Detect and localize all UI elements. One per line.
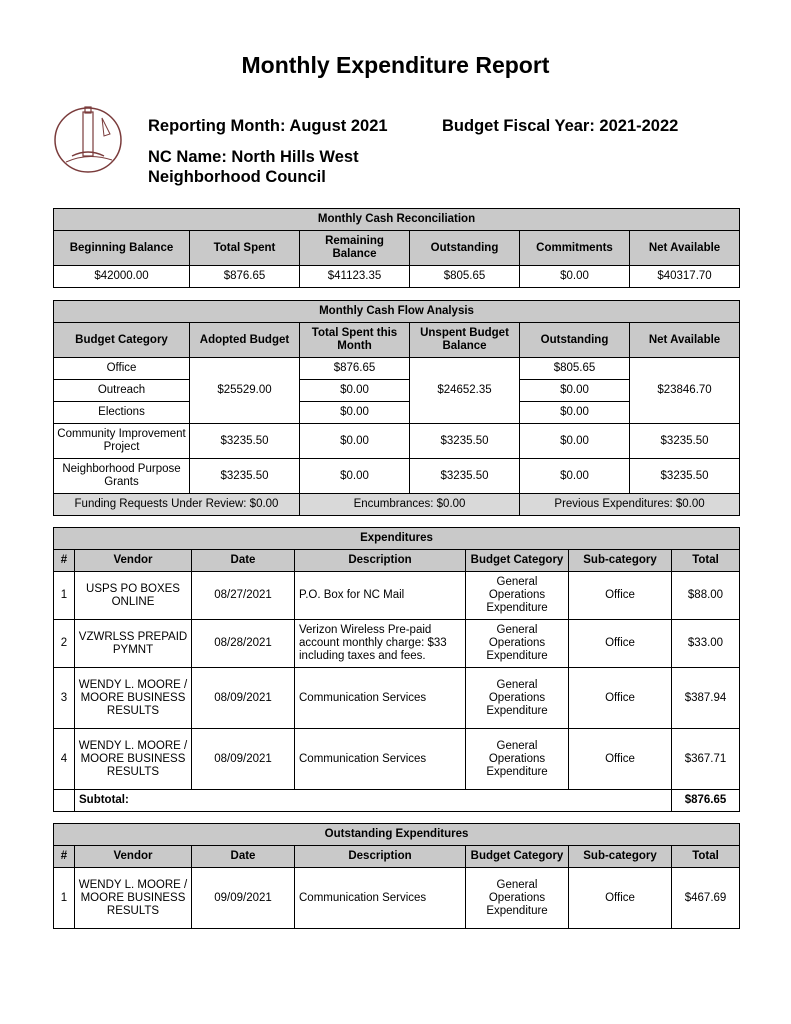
header-cell: Date xyxy=(192,550,295,572)
total-spent: $876.65 xyxy=(190,266,300,288)
header-cell: Budget Category xyxy=(466,846,569,868)
table-row xyxy=(54,620,740,668)
npg-outstanding: $0.00 xyxy=(520,459,630,494)
budget-category: General Operations Expenditure xyxy=(466,668,569,729)
header-cell: Total xyxy=(672,550,740,572)
header-cell: Vendor xyxy=(75,846,192,868)
header-cell: Commitments xyxy=(520,231,630,266)
subtotal-spacer xyxy=(54,790,75,812)
description: Communication Services xyxy=(295,868,466,929)
header-cell: Outstanding xyxy=(410,231,520,266)
table-row xyxy=(54,572,740,620)
reporting-month: Reporting Month: August 2021 xyxy=(148,117,388,135)
budget-fiscal-year: Budget Fiscal Year: 2021-2022 xyxy=(442,117,679,135)
cip-unspent: $3235.50 xyxy=(410,424,520,459)
date: 08/28/2021 xyxy=(192,620,295,668)
header-cell: Sub-category xyxy=(569,846,672,868)
npg-spent: $0.00 xyxy=(300,459,410,494)
commitments: $0.00 xyxy=(520,266,630,288)
nc-name-line-2: Neighborhood Council xyxy=(148,168,326,186)
description: Verizon Wireless Pre-paid account monthly charge: $33 including taxes and fees. xyxy=(295,620,466,668)
header-cell: Budget Category xyxy=(466,550,569,572)
row-number: 1 xyxy=(54,868,75,929)
cip-adopted: $3235.50 xyxy=(190,424,300,459)
general-adopted-budget: $25529.00 xyxy=(190,358,300,424)
category-outreach: Outreach xyxy=(54,380,190,402)
report-title: Monthly Expenditure Report xyxy=(241,52,550,78)
category-cip: Community Improvement Project xyxy=(54,424,190,459)
outstanding-outreach: $0.00 xyxy=(520,380,630,402)
header-cell: Net Available xyxy=(630,231,740,266)
vendor: WENDY L. MOORE / MOORE BUSINESS RESULTS xyxy=(75,868,192,929)
subtotal-value: $876.65 xyxy=(672,790,740,812)
city-clerk-seal-logo xyxy=(52,104,124,176)
total: $467.69 xyxy=(672,868,740,929)
npg-unspent: $3235.50 xyxy=(410,459,520,494)
cip-outstanding: $0.00 xyxy=(520,424,630,459)
cip-spent: $0.00 xyxy=(300,424,410,459)
encumbrances: Encumbrances: $0.00 xyxy=(300,494,520,516)
vendor: VZWRLSS PREPAID PYMNT xyxy=(75,620,192,668)
cash-reconciliation-table xyxy=(53,208,740,288)
outstanding: $805.65 xyxy=(410,266,520,288)
cip-net: $3235.50 xyxy=(630,424,740,459)
funding-requests-under-review: Funding Requests Under Review: $0.00 xyxy=(54,494,300,516)
total: $387.94 xyxy=(672,668,740,729)
nc-name xyxy=(148,147,359,187)
subtotal-row xyxy=(54,790,740,812)
general-net-available: $23846.70 xyxy=(630,358,740,424)
outstanding-title: Outstanding Expenditures xyxy=(54,824,740,846)
outstanding-office: $805.65 xyxy=(520,358,630,380)
header-cell: Vendor xyxy=(75,550,192,572)
vendor: WENDY L. MOORE / MOORE BUSINESS RESULTS xyxy=(75,729,192,790)
remaining-balance: $41123.35 xyxy=(300,266,410,288)
vendor: USPS PO BOXES ONLINE xyxy=(75,572,192,620)
header-cell: Description xyxy=(295,846,466,868)
header-cell: Beginning Balance xyxy=(54,231,190,266)
table-row xyxy=(54,668,740,729)
spent-office: $876.65 xyxy=(300,358,410,380)
total: $367.71 xyxy=(672,729,740,790)
npg-adopted: $3235.50 xyxy=(190,459,300,494)
header-cell: Sub-category xyxy=(569,550,672,572)
category-elections: Elections xyxy=(54,402,190,424)
vendor: WENDY L. MOORE / MOORE BUSINESS RESULTS xyxy=(75,668,192,729)
row-number: 4 xyxy=(54,729,75,790)
header-cell: Date xyxy=(192,846,295,868)
header-cell: Outstanding xyxy=(520,323,630,358)
header-cell: Budget Category xyxy=(54,323,190,358)
net-available: $40317.70 xyxy=(630,266,740,288)
date: 08/27/2021 xyxy=(192,572,295,620)
table-row xyxy=(54,868,740,929)
header-cell: Unspent Budget Balance xyxy=(410,323,520,358)
spent-elections: $0.00 xyxy=(300,402,410,424)
spent-outreach: $0.00 xyxy=(300,380,410,402)
header-cell: Total Spent this Month xyxy=(300,323,410,358)
header-cell: # xyxy=(54,550,75,572)
row-number: 2 xyxy=(54,620,75,668)
description: Communication Services xyxy=(295,729,466,790)
general-unspent-balance: $24652.35 xyxy=(410,358,520,424)
sub-category: Office xyxy=(569,729,672,790)
subtotal-label: Subtotal: xyxy=(75,790,672,812)
category-npg: Neighborhood Purpose Grants xyxy=(54,459,190,494)
description: P.O. Box for NC Mail xyxy=(295,572,466,620)
header-cell: # xyxy=(54,846,75,868)
header-cell: Remaining Balance xyxy=(300,231,410,266)
category-office: Office xyxy=(54,358,190,380)
description: Communication Services xyxy=(295,668,466,729)
header-cell: Total Spent xyxy=(190,231,300,266)
header-cell: Total xyxy=(672,846,740,868)
sub-category: Office xyxy=(569,868,672,929)
cash-flow-table xyxy=(53,300,740,516)
budget-category: General Operations Expenditure xyxy=(466,868,569,929)
date: 08/09/2021 xyxy=(192,668,295,729)
date: 09/09/2021 xyxy=(192,868,295,929)
sub-category: Office xyxy=(569,572,672,620)
header-cell: Description xyxy=(295,550,466,572)
sub-category: Office xyxy=(569,620,672,668)
reconciliation-title: Monthly Cash Reconciliation xyxy=(54,209,740,231)
cashflow-title: Monthly Cash Flow Analysis xyxy=(54,301,740,323)
outstanding-elections: $0.00 xyxy=(520,402,630,424)
sub-category: Office xyxy=(569,668,672,729)
total: $33.00 xyxy=(672,620,740,668)
npg-net: $3235.50 xyxy=(630,459,740,494)
total: $88.00 xyxy=(672,572,740,620)
header-cell: Adopted Budget xyxy=(190,323,300,358)
table-row xyxy=(54,729,740,790)
outstanding-expenditures-table xyxy=(53,823,740,929)
previous-expenditures: Previous Expenditures: $0.00 xyxy=(520,494,740,516)
expenditures-table xyxy=(53,527,740,812)
budget-category: General Operations Expenditure xyxy=(466,620,569,668)
date: 08/09/2021 xyxy=(192,729,295,790)
expenditures-title: Expenditures xyxy=(54,528,740,550)
budget-category: General Operations Expenditure xyxy=(466,572,569,620)
row-number: 1 xyxy=(54,572,75,620)
nc-name-line-1: NC Name: North Hills West xyxy=(148,148,359,166)
header-cell: Net Available xyxy=(630,323,740,358)
beginning-balance: $42000.00 xyxy=(54,266,190,288)
row-number: 3 xyxy=(54,668,75,729)
budget-category: General Operations Expenditure xyxy=(466,729,569,790)
